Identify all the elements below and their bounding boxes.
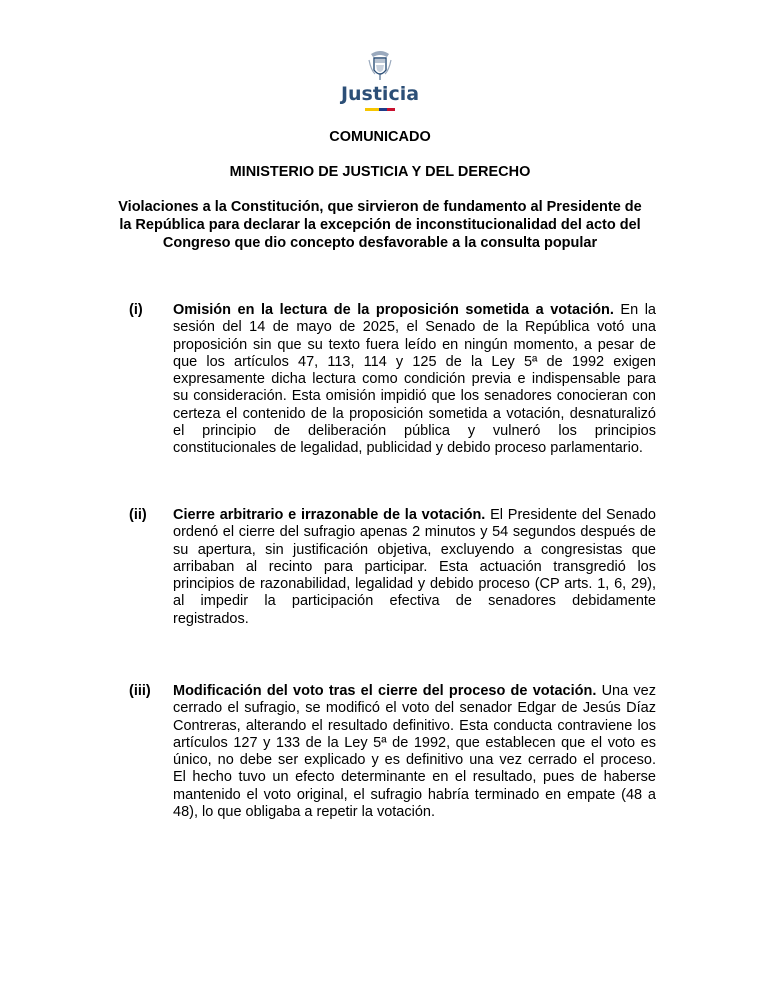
- item-body: Cierre arbitrario e irrazonable de la votación. El Presidente del Senado ordenó el cierre del sufragio apenas 2 minutos y 54 segundos después de su apertura, sin justificación objetiva, excluyendo a congresistas que arribaban al recinto para participar. Esta actuación transgredió los principios de razonabilidad, legalidad y debido proceso (CP arts. 1, 6, 29), al impedir la participación efectiva de senadores debidamente registrados.: [173, 507, 656, 627]
- item-line: constitucionales de legalidad, publicidad y debido proceso parlamentario.: [173, 440, 643, 457]
- item-line: artículos 127 y 133 de la Ley 5ª de 1992, que establecen que el voto es: [173, 734, 656, 751]
- item-line: su consideración. Esta omisión impidió que los senadores conocieran con: [173, 388, 656, 405]
- item-line: arribaban al recinto para participar. Esta actuación transgredió los: [173, 558, 656, 575]
- item-line: que los artículos 47, 113, 114 y 125 de la Ley 5ª de 1992 exigen: [173, 353, 656, 370]
- item-line: 48), lo que obligaba a repetir la votación.: [173, 804, 435, 821]
- subject-line: Violaciones a la Constitución, que sirvieron de fundamento al Presidente de: [118, 199, 642, 215]
- item-line: proposición sin que su texto fuera leído en ningún momento, a pesar de: [173, 336, 656, 353]
- item-line: certeza el contenido de la proposición sometida a votación, desnaturalizó: [173, 405, 656, 422]
- document-title: COMUNICADO: [329, 129, 431, 145]
- item-body: Modificación del voto tras el cierre del proceso de votación. Una vez cerrado el sufragio, se modificó el voto del senador Edgar de Jesús Díaz Contreras, alterando el resultado definitivo. Esta conducta contraviene los artículos 127 y 133 de la Ley 5ª de 1992, que establecen que el voto es único, no debe ser explicado y es definitivo una vez cerrado el proceso. El hecho tuvo un efecto determinante en el resultado, pues de haberse mantenido el voto original, el sufragio habría terminado en empate (48 a 48), lo que obligaba a repetir la votación.: [173, 683, 656, 821]
- item-heading: Modificación del voto tras el cierre del proceso de votación.: [173, 683, 597, 699]
- item-number: (i): [129, 302, 143, 318]
- item-number: (ii): [129, 507, 147, 523]
- item-line: sesión del 14 de mayo de 2025, el Senado de la República votó una: [173, 319, 656, 336]
- item-line: su apertura, sin justificación objetiva, excluyendo a congresistas que: [173, 541, 656, 558]
- logo-wordmark: Justicia: [340, 83, 420, 105]
- subject-line: Congreso que dio concepto desfavorable a la consulta popular: [162, 235, 598, 251]
- item-heading: Omisión en la lectura de la proposición sometida a votación.: [173, 302, 614, 318]
- item-line: principios de razonabilidad, legalidad y debido proceso (CP arts. 1, 6, 29),: [173, 576, 656, 593]
- item-line: mantenido el voto original, el sufragio habría terminado en empate (48 a: [173, 786, 656, 803]
- item-line: cerrado el sufragio, se modificó el voto del senador Edgar de Jesús Díaz: [173, 700, 656, 717]
- item-body: Omisión en la lectura de la proposición sometida a votación. En la sesión del 14 de mayo de 2025, el Senado de la República votó una proposición sin que su texto fuera leído en ningún momento, a pesar de que los artículos 47, 113, 114 y 125 de la Ley 5ª de 1992 exigen expresamente dicha lectura como condición previa e indispensable para su consideración. Esta omisión impidió que los senadores conocieran con certeza el contenido de la proposición sometida a votación, desnaturalizó el principio de deliberación pública y vulneró los principios constitucionales de legalidad, publicidad y debido proceso parlamentario.: [173, 302, 656, 457]
- item-line: único, no debe ser explicado y es definitivo una vez cerrado el proceso.: [173, 752, 656, 769]
- item-number: (iii): [129, 683, 151, 699]
- justicia-logo: [0, 48, 760, 111]
- item-line: registrados.: [173, 610, 249, 627]
- subject-heading: [0, 198, 760, 252]
- item-heading: Cierre arbitrario e irrazonable de la votación.: [173, 507, 486, 523]
- item-line: Contreras, alterando el resultado definitivo. Esta conducta contraviene los: [173, 717, 656, 734]
- subject-line: la República para declarar la excepción de inconstitucionalidad del acto del: [119, 217, 641, 233]
- item-line: ordenó el cierre del sufragio apenas 2 minutos y 54 segundos después de: [173, 524, 656, 541]
- item-line: al impedir la participación efectiva de senadores debidamente: [173, 593, 656, 610]
- coat-of-arms-icon: [367, 48, 393, 82]
- item-line: expresamente dicha lectura como condición previa e indispensable para: [173, 371, 656, 388]
- ministry-name: MINISTERIO DE JUSTICIA Y DEL DERECHO: [229, 164, 531, 180]
- item-line: El hecho tuvo un efecto determinante en el resultado, pues de haberse: [173, 769, 656, 786]
- item-line: el principio de deliberación pública y vulneró los principios: [173, 423, 656, 440]
- flag-stripe: [0, 108, 760, 111]
